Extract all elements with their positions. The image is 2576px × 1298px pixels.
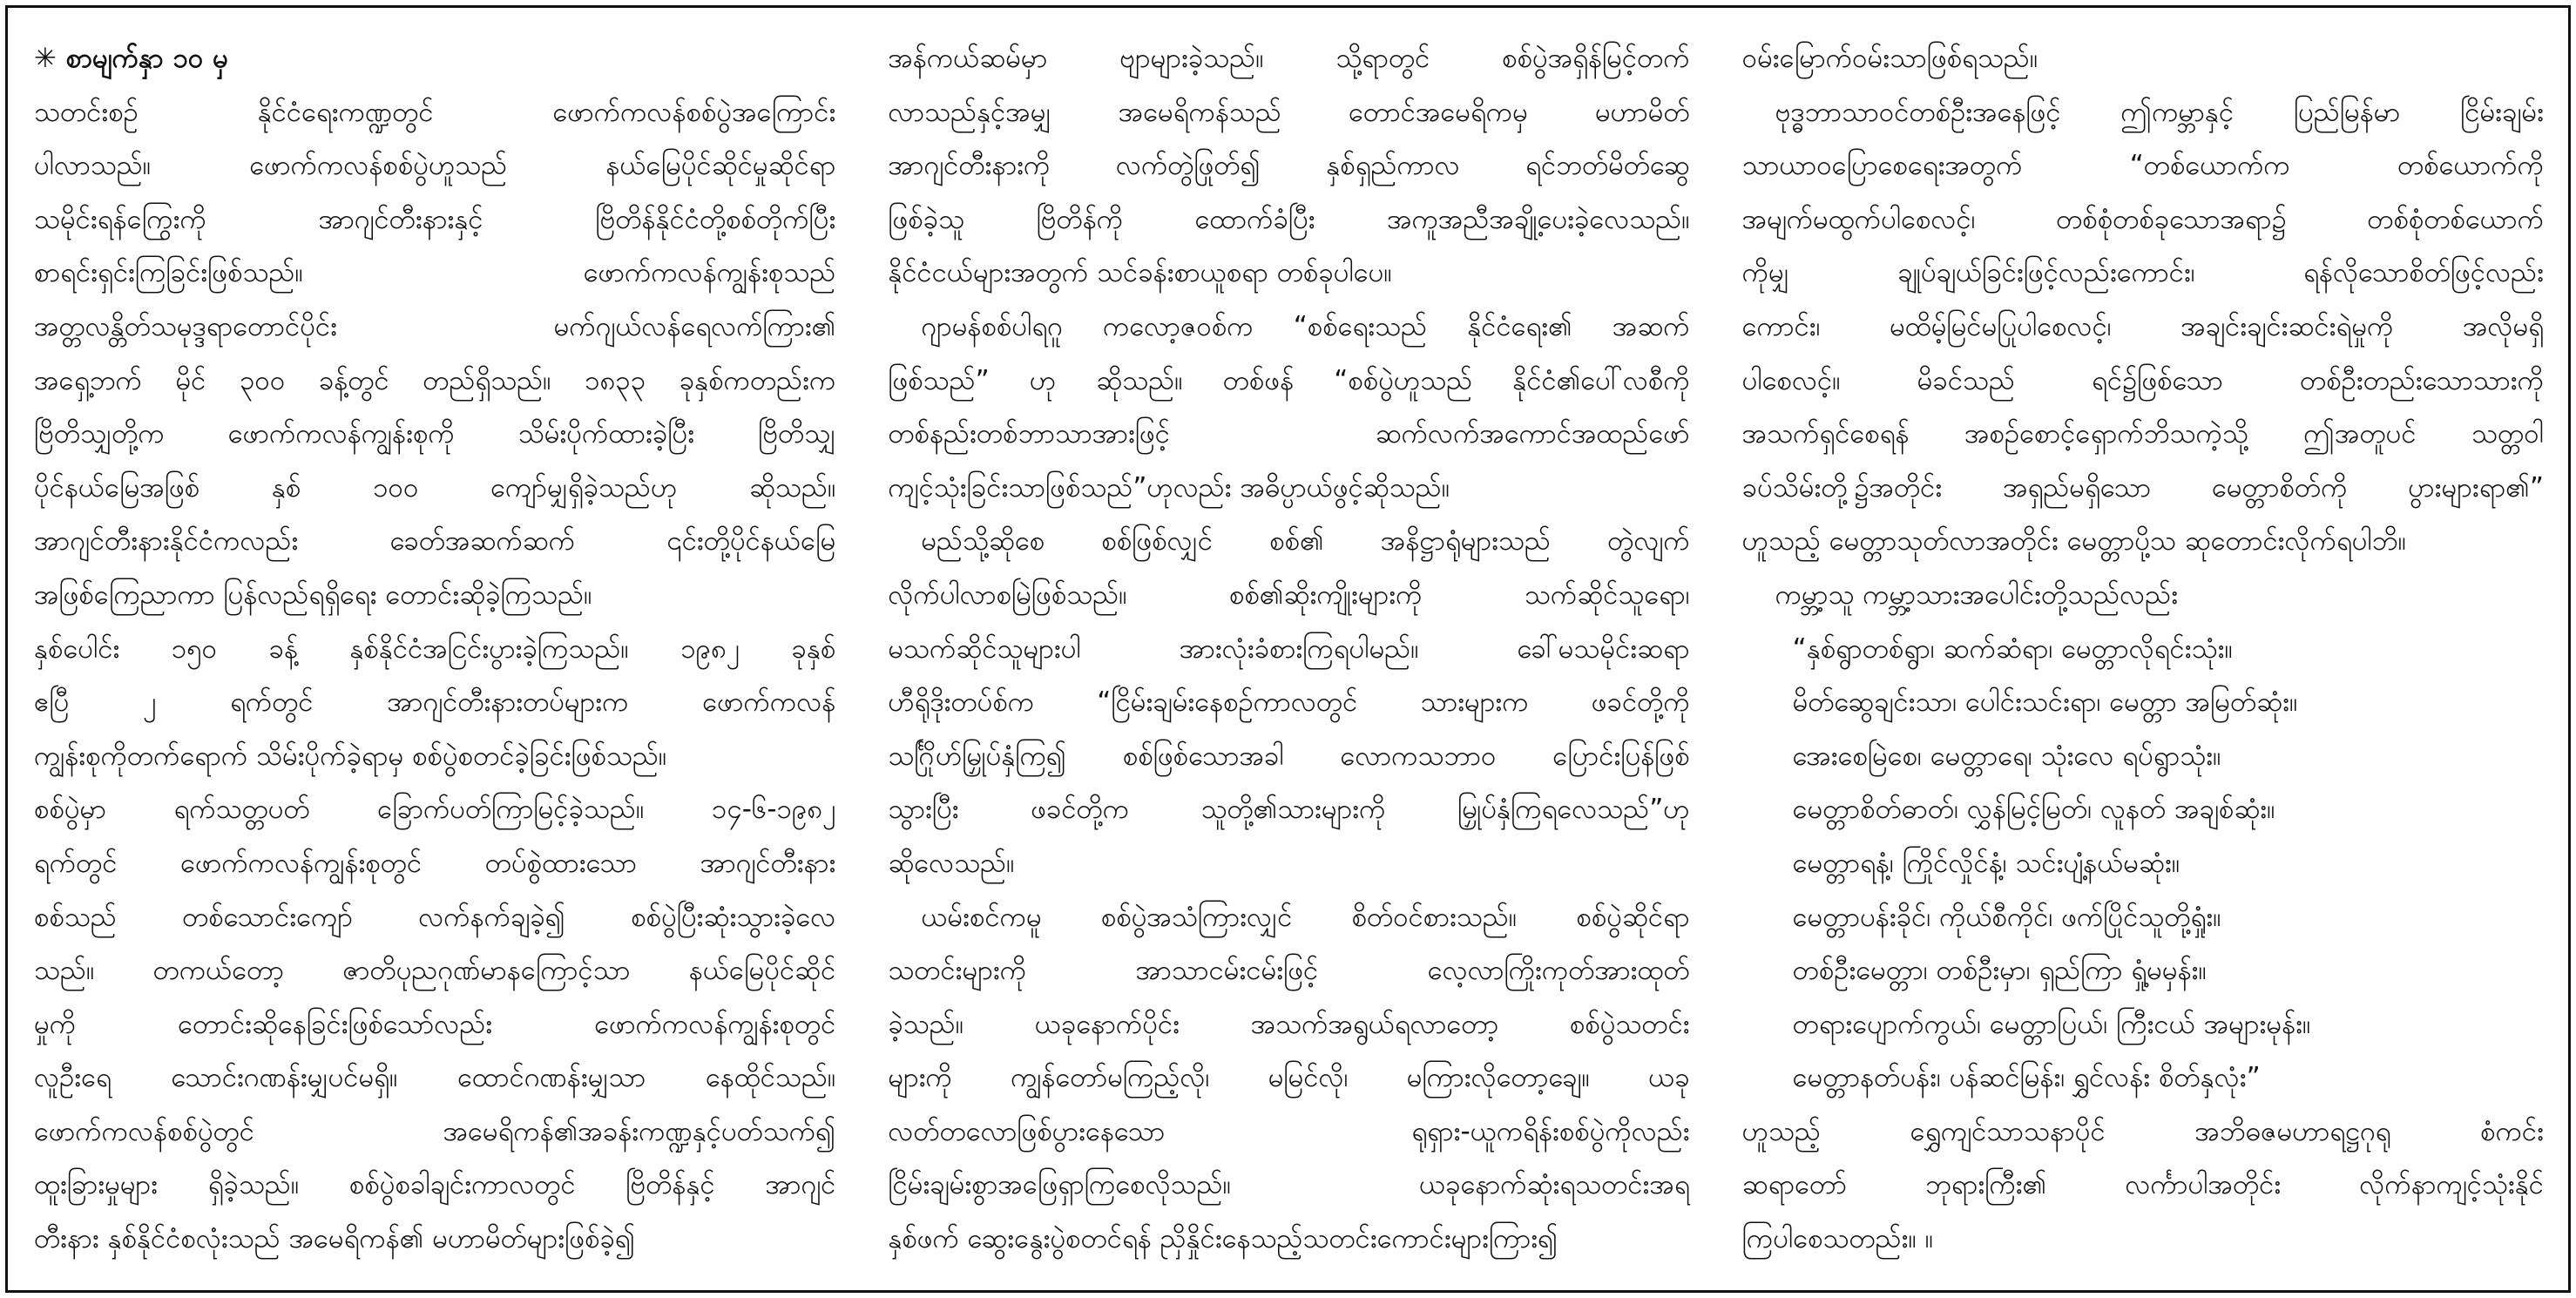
text-line: အမျက်မထွက်ပါစေလင့်၊ တစ်စုံတစ်ခုသောအရာ၌ တစ်စုံတစ်ယောက်	[1741, 203, 2544, 235]
text-line: ကောင်း၊ မထိမ့်မြင်မပြုပါစေလင့်၊ အချင်းချင်းဆင်းရဲမှုကို အလိုမရှိ	[1741, 310, 2544, 342]
text-line: မိတ်ဆွေချင်းသာ၊ ပေါင်းသင်းရာ၊ မေတ္တာ အမြတ်ဆုံး။	[1792, 686, 2298, 719]
text-line: ဟူသည့် ရွှေကျင်သာသနာပိုင် အဘိဓဇမဟာရဋ္ဌဂုရု စံကင်း	[1741, 1115, 2544, 1147]
text-line: ကမ္ဘာ့သူ ကမ္ဘာ့သားအပေါင်းတို့သည်လည်း	[1775, 578, 2179, 611]
text-line: ဆိုလေသည်။	[888, 847, 1015, 879]
text-line: သတင်းများကို အာသာငမ်းငမ်းဖြင့် လေ့လာကြိုးကုတ်အားထုတ်	[888, 955, 1690, 987]
text-line: ထူးခြားမှုများ ရှိခဲ့သည်။ စစ်ပွဲစခါချင်းကာလတွင် ဗြိတိန်နှင့် အာဂျင်	[34, 1169, 836, 1201]
text-line: ဗုဒ္ဓဘာသာဝင်တစ်ဦးအနေဖြင့် ဤကမ္ဘာနှင့် ပြည်မြန်မာ ငြိမ်းချမ်း	[1775, 96, 2544, 128]
text-line: ဖြစ်ခဲ့သူ ဗြိတိန်ကို ထောက်ခံပြီး အကူအညီအချို့ပေးခဲ့လေသည်။	[888, 203, 1690, 235]
text-line: အဖြစ်ကြေညာကာ ပြန်လည်ရရှိရေး တောင်းဆိုခဲ့ကြသည်။	[34, 578, 592, 611]
column-3	[1742, 32, 2544, 1273]
text-line: ဗြိတိသျှတို့က ဖောက်ကလန်ကျွန်းစုကို သိမ်းပိုက်ထားခဲ့ပြီး ဗြိတိသျှ	[34, 418, 836, 450]
text-line: ငြိမ်းချမ်းစွာအဖြေရှာကြစေလိုသည်။ ယခုနောက်ဆုံးရသတင်းအရ	[888, 1169, 1690, 1201]
text-line: ဟီရိုဒိုးတပ်စ်က “ငြိမ်းချမ်းနေစဉ်ကာလတွင် သားများက ဖခင်တို့ကို	[888, 686, 1690, 719]
text-line: နှစ်ဖက် ဆွေးနွေးပွဲစတင်ရန် ညှိနှိုင်းနေသည့်သတင်းကောင်းများကြား၍	[888, 1223, 1558, 1255]
text-line: မေတ္တာပန်းခိုင်၊ ကိုယ်စီကိုင်၊ ဖက်ပြိုင်သူတို့ရှုံး။	[1792, 901, 2221, 933]
text-line: မေတ္တာရနံ့၊ ကြိုင်လှိုင်နံ့၊ သင်းပျံ့နယ်မဆုံး။	[1792, 847, 2180, 879]
text-line: အန်ကယ်ဆမ်မှာ ဗျာများခဲ့သည်။ သို့ရာတွင် စစ်ပွဲအရှိန်မြင့်တက်	[888, 43, 1690, 74]
text-line: ကိုမျှ ချုပ်ချယ်ခြင်းဖြင့်လည်းကောင်း၊ ရန်လိုသောစိတ်ဖြင့်လည်း	[1741, 257, 2544, 289]
text-line: မည်သို့ဆိုစေ စစ်ဖြစ်လျှင် စစ်၏ အနိဋ္ဌာရုံများသည် တွဲလျက်	[921, 525, 1690, 558]
text-line: ရက်တွင် ဖောက်ကလန်ကျွန်းစုတွင် တပ်စွဲထားသော အာဂျင်တီးနား	[34, 847, 836, 879]
text-line: အေးစေမြဲစေ၊ မေတ္တာရေ၊ သုံးလေ ရပ်ရွာသုံး။	[1792, 740, 2221, 772]
text-line: ဟူသည့် မေတ္တာသုတ်လာအတိုင်း မေတ္တာပို့သ ဆုတောင်းလိုက်ရပါဘိ။	[1741, 525, 2407, 558]
text-line: ဖြစ်သည်” ဟု ဆိုသည်။ တစ်ဖန် “စစ်ပွဲဟူသည် နိုင်ငံ၏ပေါ်လစီကို	[888, 364, 1690, 396]
text-line: ပါစေလင့်။ မိခင်သည် ရင်၌ဖြစ်သော တစ်ဦးတည်းသောသားကို	[1741, 364, 2544, 396]
text-line: တစ်ဦးမေတ္တာ၊ တစ်ဦးမှာ၊ ရှည်ကြာ ရှုံ့မမှန်း။	[1792, 955, 2207, 987]
text-line: များကို ကျွန်တော်မကြည့်လို၊ မမြင်လို၊ မကြားလိုတော့ချေ။ ယခု	[888, 1062, 1690, 1094]
text-line: တရားပျောက်ကွယ်၊ မေတ္တာပြယ်၊ ကြီးငယ် အများမုန်း။	[1792, 1008, 2311, 1040]
text-line: စာရင်းရှင်းကြခြင်းဖြစ်သည်။ ဖောက်ကလန်ကျွန်းစုသည်	[34, 257, 836, 289]
text-line: ဖောက်ကလန်စစ်ပွဲတွင် အမေရိကန်၏အခန်းကဏ္ဍနှင့်ပတ်သက်၍	[34, 1115, 836, 1147]
text-line: ဆရာတော် ဘုရားကြီး၏ လင်္ကာပါအတိုင်း လိုက်နာကျင့်သုံးနိုင်	[1741, 1169, 2544, 1201]
text-line: ကြပါစေသတည်း။ ။	[1741, 1223, 1934, 1255]
text-line: အတ္တလန္တိတ်သမုဒ္ဒရာတောင်ပိုင်း မက်ဂျယ်လန်ရေလက်ကြား၏	[34, 310, 836, 342]
text-line: သင်္ဂြိုဟ်မြှုပ်နှံကြ၍ စစ်ဖြစ်သောအခါ လောကသဘာဝ ပြောင်းပြန်ဖြစ်	[888, 740, 1690, 772]
text-line: အာဂျင်တီးနားနိုင်ငံကလည်း ခေတ်အဆက်ဆက် ၎င်းတို့ပိုင်နယ်မြေ	[34, 525, 836, 558]
text-line: လူဦးရေ သောင်းဂဏန်းမျှပင်မရှိ။ ထောင်ဂဏန်းမျှသာ နေထိုင်သည်။	[34, 1062, 836, 1094]
text-line: တစ်နည်းတစ်ဘာသာအားဖြင့် ဆက်လက်အကောင်အထည်ဖော်	[888, 418, 1690, 450]
text-line: လိုက်ပါလာစမြဲဖြစ်သည်။ စစ်၏ဆိုးကျိုးများကို သက်ဆိုင်သူရော၊	[888, 578, 1690, 611]
text-line: သမိုင်းရန်ကြွေးကို အာဂျင်တီးနားနှင့် ဗြိတိန်နိုင်ငံတို့စစ်တိုက်ပြီး	[34, 203, 836, 235]
column-1	[34, 32, 835, 1273]
text-line: သတင်းစဉ် နိုင်ငံရေးကဏ္ဍတွင် ဖောက်ကလန်စစ်ပွဲအကြောင်း	[34, 96, 836, 128]
text-line: တီးနား နှစ်နိုင်ငံစလုံးသည် အမေရိကန်၏ မဟာမိတ်များဖြစ်ခဲ့၍	[34, 1223, 636, 1255]
text-line: ပိုင်နယ်မြေအဖြစ် နှစ် ၁၀၀ ကျော်မျှရှိခဲ့သည်ဟု ဆိုသည်။	[34, 471, 836, 504]
text-line: လတ်တလောဖြစ်ပွားနေသော ရုရှား-ယူကရိန်းစစ်ပွဲကိုလည်း	[888, 1115, 1690, 1147]
article-frame	[5, 5, 2571, 1293]
text-line: ကျင့်သုံးခြင်းသာဖြစ်သည်”ဟုလည်း အဓိပ္ပာယ်ဖွင့်ဆိုသည်။	[888, 471, 1450, 504]
text-line: အာဂျင်တီးနားကို လက်တွဲဖြုတ်၍ နှစ်ရှည်ကာလ ရင်ဘတ်မိတ်ဆွေ	[888, 150, 1690, 182]
text-line: ဂျာမန်စစ်ပါရဂူ ကလော့ဇဝစ်က “စစ်ရေးသည် နိုင်ငံရေး၏ အဆက်	[921, 310, 1690, 342]
text-line: ယမ်းစင်ကမူ စစ်ပွဲအသံကြားလျှင် စိတ်ဝင်စားသည်။ စစ်ပွဲဆိုင်ရာ	[921, 901, 1690, 933]
text-line: စစ်ပွဲမှာ ရက်သတ္တပတ် ခြောက်ပတ်ကြာမြင့်ခဲ့သည်။ ၁၄-၆-၁၉၈၂	[34, 794, 836, 826]
text-line: ပါလာသည်။ ဖောက်ကလန်စစ်ပွဲဟူသည် နယ်မြေပိုင်ဆိုင်မှုဆိုင်ရာ	[34, 150, 836, 182]
text-line: ဝမ်းမြောက်ဝမ်းသာဖြစ်ရသည်။	[1741, 43, 2038, 74]
text-line: မှုကို တောင်းဆိုနေခြင်းဖြစ်သော်လည်း ဖောက်ကလန်ကျွန်းစုတွင်	[34, 1008, 836, 1040]
continued-from-heading: ✳ စာမျက်နှာ ၁၀ မှ	[34, 43, 228, 74]
text-line: အသက်ရှင်စေရန် အစဉ်စောင့်ရှောက်ဘိသကဲ့သို့ ဤအတူပင် သတ္တဝါ	[1741, 418, 2544, 450]
text-line: “နှစ်ရွာတစ်ရွာ၊ ဆက်ဆံရာ၊ မေတ္တာလိုရင်းသုံး။	[1792, 632, 2233, 665]
text-line: ကျွန်းစုကိုတက်ရောက် သိမ်းပိုက်ခဲ့ရာမှ စစ်ပွဲစတင်ခဲ့ခြင်းဖြစ်သည်။	[34, 740, 667, 772]
column-2	[888, 32, 1689, 1273]
text-line: သည်။ တကယ်တော့ ဇာတိပုညဂုဏ်မာနကြောင့်သာ နယ်မြေပိုင်ဆိုင်	[34, 955, 836, 987]
text-line: သာယာဝပြောစေရေးအတွက် “တစ်ယောက်က တစ်ယောက်ကို	[1741, 150, 2544, 182]
text-line: မသက်ဆိုင်သူများပါ အားလုံးခံစားကြရပါမည်။ ခေါ်မသမိုင်းဆရာ	[888, 632, 1690, 665]
text-line: အရှေ့ဘက် မိုင် ၃၀၀ ခန့်တွင် တည်ရှိသည်။ ၁၈၃၃ ခုနှစ်ကတည်းက	[34, 364, 836, 396]
article-columns	[34, 32, 2544, 1273]
text-line: ဧပြီ ၂ ရက်တွင် အာဂျင်တီးနားတပ်များက ဖောက်ကလန်	[34, 686, 836, 719]
text-line: လာသည်နှင့်အမျှ အမေရိကန်သည် တောင်အမေရိကမှ မဟာမိတ်	[888, 96, 1690, 128]
text-line: ခပ်သိမ်းတို့၌အတိုင်း အရှည်မရှိသော မေတ္တာစိတ်ကို ပွားများရာ၏”	[1741, 471, 2544, 504]
text-line: မေတ္တာစိတ်ဓာတ်၊ လွှန်မြင့်မြတ်၊ လူနတ် အချစ်ဆုံး။	[1792, 794, 2275, 826]
text-line: မေတ္တာနတ်ပန်း၊ ပန်ဆင်မြန်း၊ ရွှင်လန်း စိတ်နှလုံး”	[1792, 1062, 2261, 1094]
text-line: စစ်သည် တစ်သောင်းကျော် လက်နက်ချခဲ့၍ စစ်ပွဲပြီးဆုံးသွားခဲ့လေ	[34, 901, 836, 933]
text-line: နှစ်ပေါင်း ၁၅၀ ခန့် နှစ်နိုင်ငံအငြင်းပွားခဲ့ကြသည်။ ၁၉၈၂ ခုနှစ်	[34, 632, 836, 665]
text-line: ခဲ့သည်။ ယခုနောက်ပိုင်း အသက်အရွယ်ရလာတော့ စစ်ပွဲသတင်း	[888, 1008, 1690, 1040]
text-line: နိုင်ငံငယ်များအတွက် သင်ခန်းစာယူစရာ တစ်ခုပါပေ။	[888, 257, 1392, 289]
text-line: သွားပြီး ဖခင်တို့က သူတို့၏သားများကို မြှုပ်နှံကြရလေသည်”ဟု	[888, 794, 1690, 826]
